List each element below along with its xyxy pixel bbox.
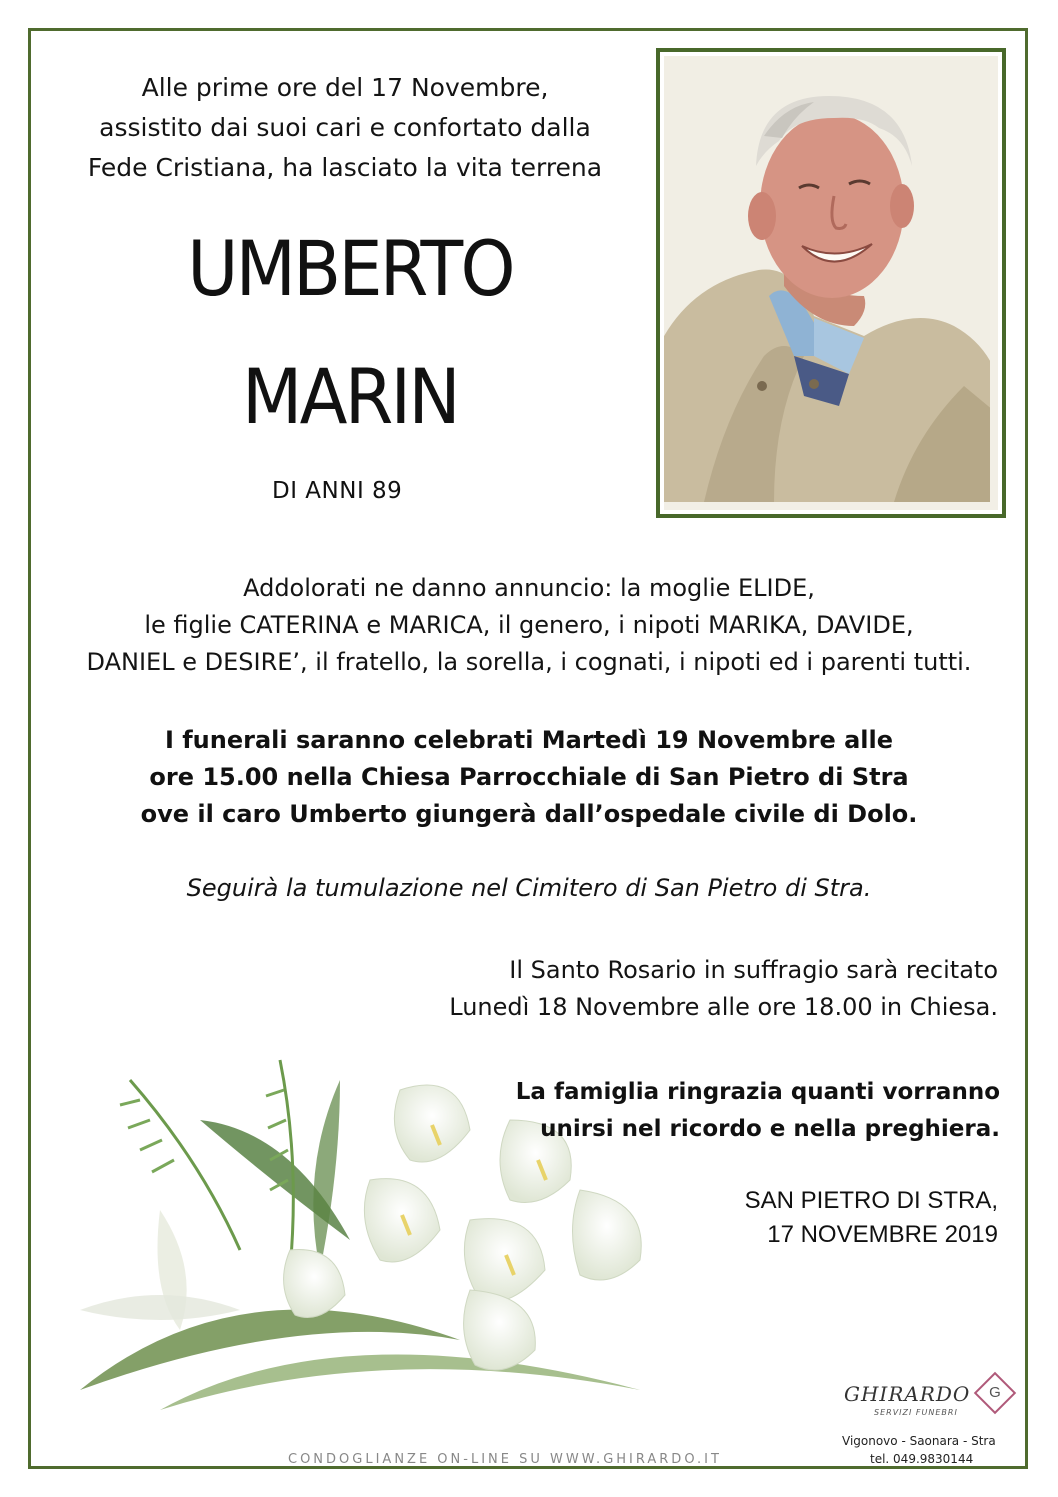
rosary-notice — [449, 952, 998, 1026]
funeral-details — [48, 722, 1010, 833]
portrait-mat — [660, 52, 1002, 514]
logo-letter: G — [989, 1384, 1001, 1401]
place: SAN PIETRO DI STRA, — [744, 1187, 998, 1214]
logo-diamond-icon — [974, 1372, 1016, 1414]
deceased-first-name: UMBERTO — [187, 224, 513, 313]
announcement-line-1: Addolorati ne danno annuncio: la moglie ELIDE, — [243, 574, 815, 602]
portrait-illustration — [664, 56, 990, 502]
rosary-line-2: Lunedì 18 Novembre alle ore 18.00 in Chiesa. — [449, 993, 998, 1021]
announcement-line-3: DANIEL e DESIRE’, il fratello, la sorella, i cognati, i nipoti ed i parenti tutti. — [86, 648, 972, 676]
funeral-home-logo — [826, 1370, 1018, 1466]
intro-line-1: Alle prime ore del 17 Novembre, — [141, 73, 549, 102]
family-thanks — [516, 1074, 1000, 1148]
condolences-link[interactable]: CONDOGLIANZE ON-LINE SU WWW.GHIRARDO.IT — [288, 1452, 722, 1467]
funeral-line-2: ore 15.00 nella Chiesa Parrocchiale di San Pietro di Stra — [149, 763, 909, 791]
date: 17 NOVEMBRE 2019 — [767, 1221, 998, 1248]
portrait-frame — [656, 48, 1006, 518]
logo-name: GHIRARDO — [844, 1382, 971, 1406]
announcement-text — [48, 570, 1010, 681]
logo-subtitle: SERVIZI FUNEBRI — [874, 1408, 958, 1417]
thanks-line-1: La famiglia ringrazia quanti vorranno — [515, 1079, 1000, 1105]
deceased-last-name: MARIN — [242, 352, 458, 441]
logo-towns: Vigonovo - Saonara - Stra — [842, 1434, 996, 1448]
announcement-line-2: le figlie CATERINA e MARICA, il genero, i nipoti MARIKA, DAVIDE, — [144, 611, 914, 639]
logo-phone: tel. 049.9830144 — [870, 1452, 974, 1466]
place-and-date — [745, 1184, 998, 1252]
intro-line-2: assistito dai suoi cari e confortato dalla — [99, 113, 591, 142]
rosary-line-1: Il Santo Rosario in suffragio sarà recitato — [509, 956, 998, 984]
burial-note: Seguirà la tumulazione nel Cimitero di San Pietro di Stra. — [186, 874, 872, 902]
calla-lily-bouquet-image — [40, 1010, 740, 1430]
funeral-line-1: I funerali saranno celebrati Martedì 19 Novembre alle — [164, 726, 894, 754]
deceased-age: DI ANNI 89 — [272, 478, 403, 504]
funeral-line-3: ove il caro Umberto giungerà dall’ospedale civile di Dolo. — [140, 800, 918, 828]
portrait-photo — [664, 56, 998, 510]
intro-line-3: Fede Cristiana, ha lasciato la vita terrena — [87, 153, 603, 182]
thanks-line-2: unirsi nel ricordo e nella preghiera. — [540, 1116, 1000, 1142]
bouquet-illustration — [40, 1010, 740, 1430]
intro-text — [60, 68, 630, 188]
